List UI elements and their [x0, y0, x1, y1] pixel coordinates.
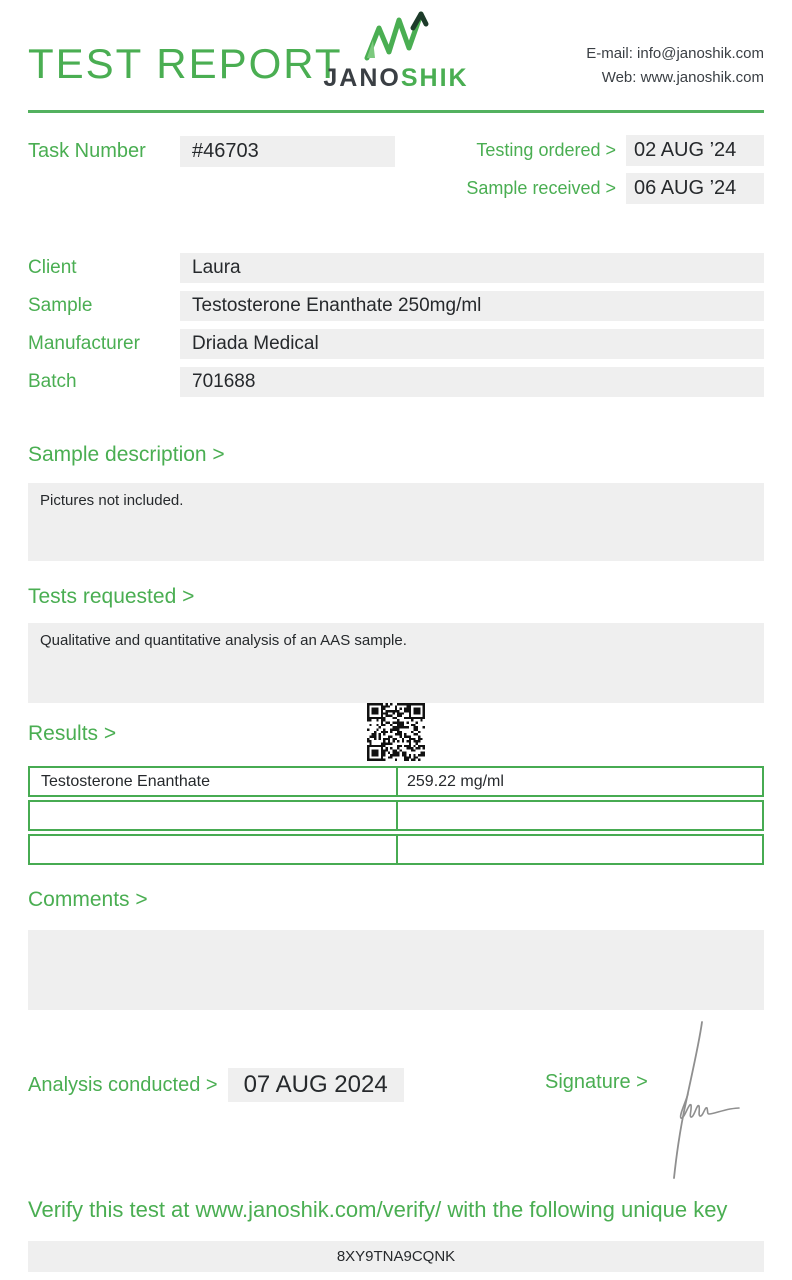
signature-image — [646, 1016, 756, 1186]
sample-details — [28, 253, 764, 405]
column-divider — [396, 836, 398, 863]
sample-received-value: 06 AUG ’24 — [626, 173, 764, 204]
detail-row-client — [28, 253, 764, 283]
contact-info — [586, 42, 764, 90]
sample-label: Sample — [28, 295, 93, 316]
wordmark-green-part: SHIK — [400, 64, 469, 92]
tests-requested-box: Qualitative and quantitative analysis of an AAS sample. — [28, 623, 764, 703]
header-divider — [28, 110, 764, 113]
comments-box — [28, 930, 764, 1010]
contact-web: Web: www.janoshik.com — [601, 69, 764, 86]
results-title: Results > — [28, 722, 117, 745]
brand-wordmark — [306, 64, 486, 93]
qr-code — [367, 703, 425, 761]
sample-received-row — [466, 173, 764, 204]
signature-label: Signature > — [545, 1071, 648, 1093]
unique-key-value: 8XY9TNA9CQNK — [28, 1241, 764, 1272]
detail-row-sample — [28, 291, 764, 321]
comments-title: Comments > — [28, 888, 148, 911]
verify-instructions: Verify this test at www.janoshik.com/verify/ with the following unique key — [28, 1197, 728, 1222]
testing-ordered-label: Testing ordered > — [476, 140, 616, 160]
client-label: Client — [28, 257, 77, 278]
batch-value: 701688 — [180, 367, 764, 397]
results-row-1 — [28, 766, 764, 797]
tests-requested-title: Tests requested > — [28, 585, 195, 608]
wordmark-dark-part: JANO — [323, 64, 401, 92]
analyte-name: Testosterone Enanthate — [41, 773, 211, 790]
batch-label: Batch — [28, 371, 77, 392]
testing-ordered-row — [476, 135, 764, 166]
analyte-name — [30, 802, 396, 829]
analyte-result — [396, 836, 762, 863]
results-table — [28, 766, 764, 868]
brand-logo — [306, 6, 486, 93]
task-number-label: Task Number — [28, 140, 146, 162]
analysis-conducted-row — [28, 1068, 404, 1102]
sample-value: Testosterone Enanthate 250mg/ml — [180, 291, 764, 321]
task-number-row — [28, 136, 395, 167]
analyte-name — [30, 836, 396, 863]
contact-email: E-mail: info@janoshik.com — [586, 45, 764, 62]
sample-received-label: Sample received > — [466, 178, 616, 198]
results-row-2 — [28, 800, 764, 831]
task-number-value: #46703 — [180, 136, 395, 167]
testing-ordered-value: 02 AUG ’24 — [626, 135, 764, 166]
results-row-3 — [28, 834, 764, 865]
sample-description-box: Pictures not included. — [28, 483, 764, 561]
analyte-result: 259.22 mg/ml — [407, 773, 504, 790]
analysis-conducted-value: 07 AUG 2024 — [228, 1068, 404, 1102]
analysis-conducted-label: Analysis conducted > — [28, 1073, 218, 1096]
column-divider — [396, 768, 398, 795]
detail-row-batch — [28, 367, 764, 397]
analyte-result — [396, 802, 762, 829]
manufacturer-label: Manufacturer — [28, 333, 140, 354]
sample-description-title: Sample description > — [28, 443, 225, 466]
detail-row-manufacturer — [28, 329, 764, 359]
manufacturer-value: Driada Medical — [180, 329, 764, 359]
chart-logo-icon — [353, 6, 439, 62]
client-value: Laura — [180, 253, 764, 283]
page-title: TEST REPORT — [28, 40, 343, 87]
column-divider — [396, 802, 398, 829]
